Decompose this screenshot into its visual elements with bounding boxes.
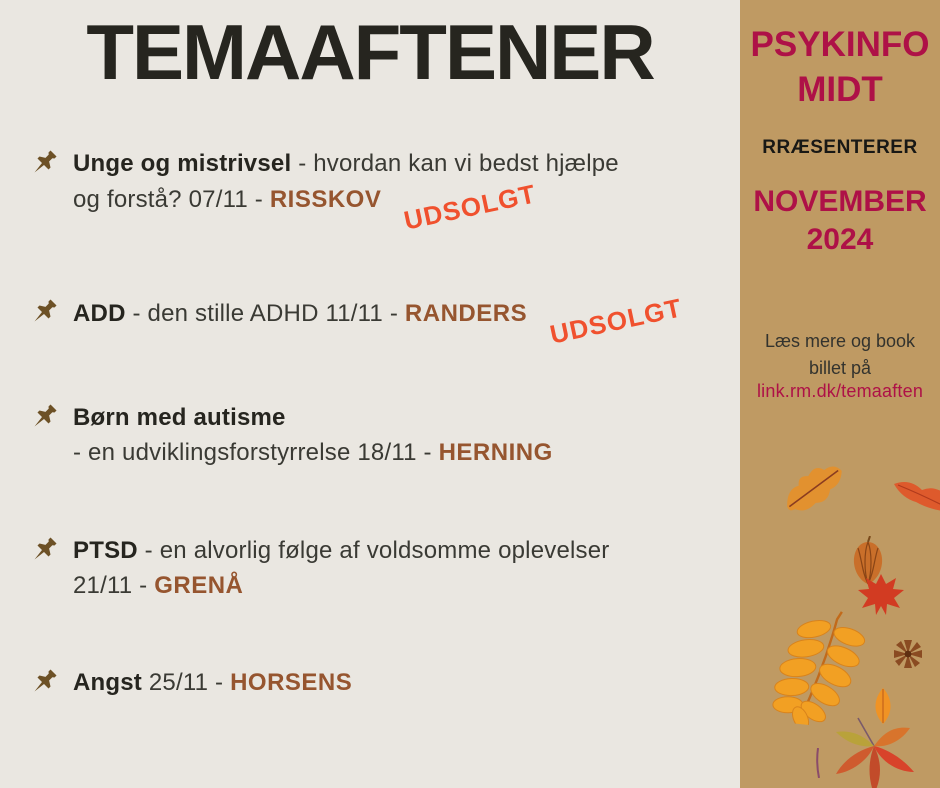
event-city: GRENÅ: [154, 572, 244, 599]
pushpin-icon: [26, 401, 60, 440]
maple-leaf-icon: [856, 572, 906, 616]
event-title: PTSD: [73, 537, 138, 564]
brand-line2: MIDT: [797, 70, 883, 109]
pushpin-icon: [26, 666, 60, 705]
event-desc: - hvordan kan vi bedst hjælpe: [291, 150, 619, 177]
event-desc-line2: - en udviklingsforstyrrelse 18/11 -: [73, 439, 439, 466]
event-add: [26, 292, 685, 350]
event-text: [73, 146, 619, 236]
event-city: HERNING: [438, 439, 553, 466]
info-line1: Læs mere og book: [764, 331, 916, 351]
event-text: [73, 533, 609, 603]
brand-logo: [740, 22, 940, 112]
event-angst: [26, 665, 352, 705]
event-text: [73, 665, 352, 700]
event-title: Børn med autisme: [73, 404, 286, 431]
event-ptsd: [26, 533, 609, 603]
booking-link[interactable]: link.rm.dk/temaaften: [756, 381, 924, 401]
event-city: RISSKOV: [269, 186, 382, 213]
event-boern-med-autisme: [26, 400, 553, 470]
event-title: Unge og mistrivsel: [73, 150, 292, 177]
pushpin-icon: [26, 534, 60, 573]
leaf-fragment-icon: [892, 476, 940, 516]
event-title: Angst: [73, 669, 142, 696]
event-desc: - en alvorlig følge af voldsomme oplevelser: [137, 537, 610, 564]
brand-line1: PSYKINFO: [750, 25, 930, 64]
event-desc-line2: og forstå? 07/11 -: [73, 186, 270, 213]
info-line2: billet på: [808, 358, 872, 378]
event-city: HORSENS: [230, 669, 353, 696]
event-desc: - den stille ADHD 11/11 -: [125, 300, 405, 327]
event-unge-og-mistrivsel: [26, 146, 619, 236]
pushpin-icon: [26, 296, 60, 335]
month-line1: NOVEMBER: [753, 185, 927, 218]
oak-leaf-icon: [771, 452, 856, 526]
sold-out-badge: UDSOLGT: [547, 292, 685, 350]
page-title: TEMAAFTENER: [86, 8, 654, 96]
event-city: RANDERS: [404, 300, 528, 327]
booking-info: [740, 328, 940, 382]
event-text: [73, 292, 685, 350]
palmate-leaf-icon: [824, 716, 924, 788]
stem-icon: [814, 748, 822, 778]
month-line2: 2024: [806, 223, 874, 256]
month-label: [740, 183, 940, 259]
presents-label: RRÆSENTERER: [762, 137, 918, 158]
star-anise-icon: [892, 638, 924, 670]
sold-out-badge: UDSOLGT: [401, 178, 540, 236]
event-desc: 25/11 -: [142, 669, 231, 696]
sidebar: [740, 0, 940, 788]
event-text: [73, 400, 553, 470]
event-title: ADD: [73, 300, 126, 327]
pushpin-icon: [26, 147, 60, 186]
rowan-leaf-icon: [766, 603, 876, 731]
event-desc-line2: 21/11 -: [73, 572, 155, 599]
